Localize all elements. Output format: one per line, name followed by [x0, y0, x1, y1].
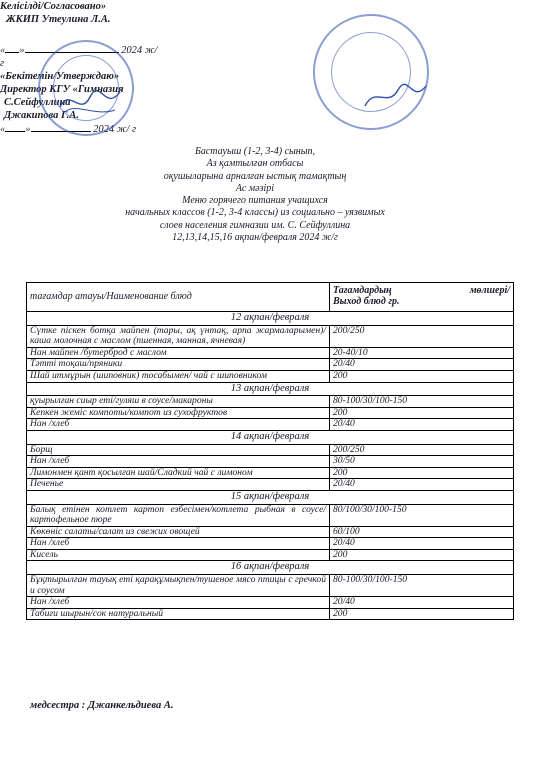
day-header-row — [27, 382, 514, 396]
table-header-row — [27, 283, 514, 312]
dish-name: қуырылған сиыр еті/гуляш в соусе/макароны — [27, 396, 330, 408]
dish-name: Нан /хлеб — [27, 538, 330, 550]
day-header-row — [27, 312, 514, 326]
dish-name: Нан майпен /бутерброд с маслом — [27, 347, 330, 359]
dish-name: Табиғи шырын/сок натуральный — [27, 608, 330, 620]
day-header-row — [27, 490, 514, 504]
menu-table — [26, 282, 514, 620]
dish-name: Кепкен жеміс компоты/компот из сухофруктов — [27, 407, 330, 419]
table-row — [27, 407, 514, 419]
table-row — [27, 347, 514, 359]
day-header-row — [27, 430, 514, 444]
table-row — [27, 456, 514, 468]
dish-amount: 20-40/10 — [330, 347, 514, 359]
dish-name: Нан /хлеб — [27, 456, 330, 468]
header-amount: Тағамдардың мөлшері/ Выход блюд гр. — [330, 283, 514, 312]
dish-amount: 20/40 — [330, 359, 514, 371]
dish-name: Балық етінен котлет картоп езбесімен/котлета рыбная в соусе/картофельное пюре — [27, 504, 330, 526]
dish-amount: 20/40 — [330, 597, 514, 609]
table-row — [27, 467, 514, 479]
heading-line: Меню горячего питания учащихся — [182, 195, 328, 207]
day-title: 15 ақпан/февраля — [27, 490, 514, 504]
dish-name: Нан /хлеб — [27, 419, 330, 431]
table-row — [27, 396, 514, 408]
dish-amount: 200 — [330, 467, 514, 479]
approval-left-name: ЖКИП Утеулина Л.А. — [6, 14, 111, 25]
table-row — [27, 597, 514, 609]
approval-left-title: Келісілді/Согласовано» — [0, 1, 107, 12]
dish-amount: 200/250 — [330, 325, 514, 347]
table-row — [27, 325, 514, 347]
menu-heading — [40, 146, 470, 244]
dish-amount: 20/40 — [330, 419, 514, 431]
dish-amount: 200 — [330, 608, 514, 620]
dish-name: Көкөніс салаты/салат из свежих овощей — [27, 526, 330, 538]
heading-line: оқушыларына арналған ыстық тамақтың — [163, 170, 347, 182]
dish-amount: 80-100/30/100-150 — [330, 575, 514, 597]
dish-name: Бұқтырылған тауық еті қарақұмықпен/тушеное мясо птицы с гречкой и соусом — [27, 575, 330, 597]
dish-name: Лимонмен қант қосылған шай/Сладкий чай с лимоном — [27, 467, 330, 479]
approval-left-date: « » 2024 ж/г — [0, 45, 158, 69]
dish-name: Печенье — [27, 479, 330, 491]
table-row — [27, 419, 514, 431]
nurse-signature: медсестра : Джанкельдиева А. — [30, 700, 174, 711]
dish-amount: 80-100/30/100-150 — [330, 396, 514, 408]
heading-line: Аз қамтылған отбасы — [206, 158, 304, 170]
approval-right-date: « » 2024 ж/ г — [0, 124, 137, 135]
table-row — [27, 359, 514, 371]
table-row — [27, 504, 514, 526]
dish-amount: 20/40 — [330, 479, 514, 491]
dish-amount: 30/50 — [330, 456, 514, 468]
header-dish: тағамдар атауы/Наименование блюд — [27, 283, 330, 312]
approval-right-line1: Директор КГУ «Гимназия — [0, 84, 124, 95]
signature-left — [55, 82, 125, 122]
table-row — [27, 608, 514, 620]
heading-line: Ас мәзірі — [235, 182, 275, 194]
dish-name: Нан /хлеб — [27, 597, 330, 609]
approval-right-title: «Бекітемін/Утверждаю» — [0, 71, 120, 82]
dish-amount: 200/250 — [330, 444, 514, 456]
dish-amount: 80/100/30/100-150 — [330, 504, 514, 526]
table-row — [27, 444, 514, 456]
approval-right-line3: Джакипова Г.А. — [4, 110, 79, 121]
day-title: 14 ақпан/февраля — [27, 430, 514, 444]
day-title: 16 ақпан/февраля — [27, 561, 514, 575]
dish-amount: 200 — [330, 370, 514, 382]
dish-name: Кисель — [27, 549, 330, 561]
dish-amount: 200 — [330, 549, 514, 561]
heading-line: 12,13,14,15,16 ақпан/февраля 2024 ж/г — [172, 232, 338, 244]
day-title: 12 ақпан/февраля — [27, 312, 514, 326]
table-row — [27, 370, 514, 382]
heading-line: Бастауыш (1-2, 3-4) сынып, — [194, 146, 316, 157]
table-row — [27, 479, 514, 491]
dish-amount: 200 — [330, 407, 514, 419]
table-row — [27, 549, 514, 561]
table-row — [27, 526, 514, 538]
heading-line: начальных классов (1-2, 3-4 классы) из социально – уязвимых — [125, 207, 385, 219]
dish-name: Шай итмұрын (шиповник) тосабымен/ чай с шиповником — [27, 370, 330, 382]
dish-name: Сүтке піскен ботқа майпен (тары, ақ үнтақ, арпа жармаларымен)/ каша молочная с маслом (пшенная, манная, ячневая) — [27, 325, 330, 347]
dish-name: Борщ — [27, 444, 330, 456]
dish-name: Тәтті тоқаш/пряники — [27, 359, 330, 371]
dish-amount: 20/40 — [330, 538, 514, 550]
dish-amount: 60/100 — [330, 526, 514, 538]
signature-right — [360, 78, 430, 118]
table-row — [27, 538, 514, 550]
approval-right-line2: С.Сейфуллина — [4, 97, 71, 108]
day-header-row — [27, 561, 514, 575]
heading-line: слоев населения гимназии им. С. Сейфуллина — [159, 219, 351, 231]
day-title: 13 ақпан/февраля — [27, 382, 514, 396]
table-row — [27, 575, 514, 597]
